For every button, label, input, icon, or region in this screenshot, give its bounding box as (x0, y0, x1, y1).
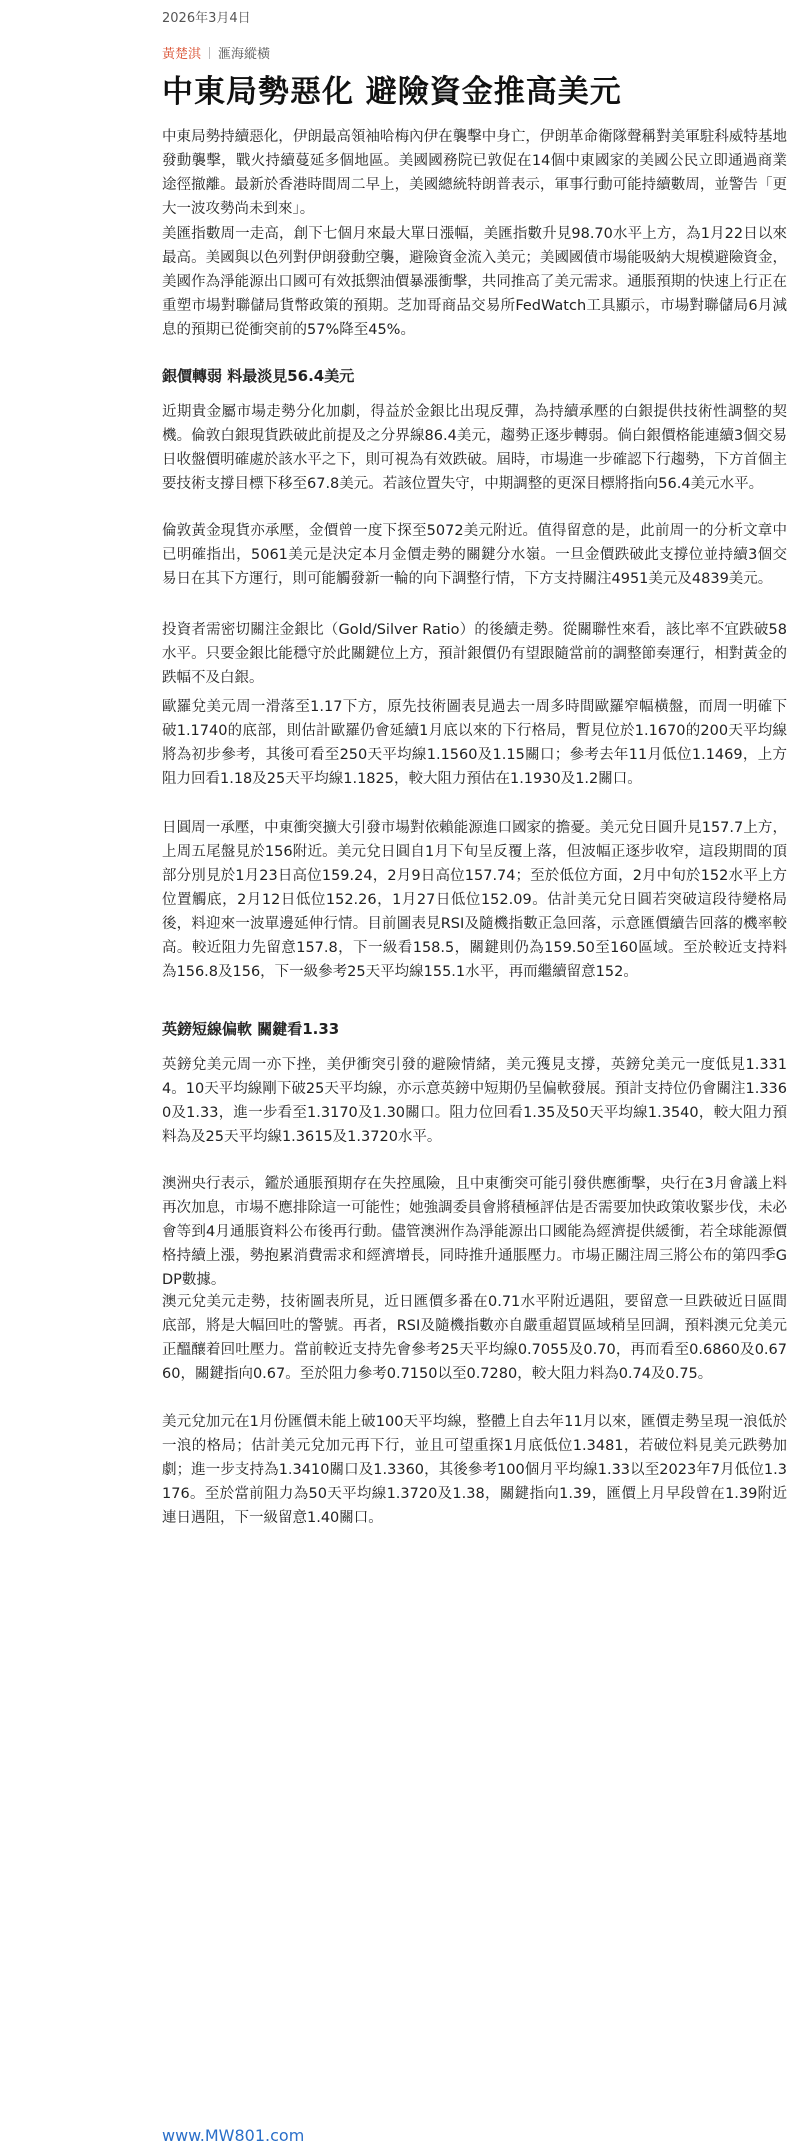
site-link[interactable]: www.MW801.com (162, 2126, 305, 2145)
paragraph: 日圓周一承壓，中東衝突擴大引發市場對依賴能源進口國家的擔憂。美元兌日圓升見157.7上方，上周五尾盤見於156附近。美元兌日圓自1月下旬呈反覆上落，但波幅正逐步收窄，這段期間的頂部分別見於1月23日高位159.24，2月9日高位157.74；至於低位方面，2月中旬於152水平上方位置觸底，2月12日低位152.26，1月27日低位152.09。估計美元兌日圓若突破這段待變格局後，料迎來一波單邊延伸行情。目前圖表見RSI及隨機指數正急回落，示意匯價續告回落的機率較高。較近阻力先留意157.8，下一級看158.5，關鍵則仍為159.50至160區域。至於較近支持料為156.8及156，下一級參考25天平均線155.1水平，再而繼續留意152。 (162, 820, 787, 980)
byline-divider (209, 47, 210, 59)
article-headline: 中東局勢惡化 避險資金推高美元 (162, 74, 622, 110)
paragraph: 澳元兌美元走勢，技術圖表所見，近日匯價多番在0.71水平附近遇阻，要留意一旦跌破近日區間底部，將是大幅回吐的警號。再者，RSI及隨機指數亦自嚴重超買區域稍呈回調，預料澳元兌美元正醞釀着回吐壓力。當前較近支持先會參考25天平均線0.7055及0.70，再而看至0.6860及0.6760，關鍵指向0.67。至於阻力參考0.7150以至0.7280，較大阻力料為0.74及0.75。 (162, 1294, 787, 1382)
paragraph: 中東局勢持續惡化，伊朗最高領袖哈梅內伊在襲擊中身亡，伊朗革命衛隊聲稱對美軍駐科威特基地發動襲擊，戰火持續蔓延多個地區。美國國務院已敦促在14個中東國家的美國公民立即通過商業途徑撤離。最新於香港時間周二早上，美國總統特朗普表示，軍事行動可能持續數周，並警告「更大一波攻勢尚未到來」。 (162, 129, 787, 217)
paragraph: 近期貴金屬市場走勢分化加劇，得益於金銀比出現反彈，為持續承壓的白銀提供技術性調整的契機。倫敦白銀現貨跌破此前提及之分界線86.4美元，趨勢正逐步轉弱。倘白銀價格能連續3個交易日收盤價明確處於該水平之下，則可視為有效跌破。屆時，市場進一步確認下行趨勢，下方首個主要技術支撐目標下移至67.8美元。若該位置失守，中期調整的更深目標將指向56.4美元水平。 (162, 404, 787, 492)
paragraph: 倫敦黃金現貨亦承壓，金價曾一度下探至5072美元附近。值得留意的是，此前周一的分析文章中已明確指出，5061美元是決定本月金價走勢的關鍵分水嶺。一旦金價跌破此支撐位並持續3個交易日在其下方運行，則可能觸發新一輪的向下調整行情，下方支持關注4951美元及4839美元。 (162, 523, 787, 587)
publish-date: 2026年3月4日 (162, 11, 251, 26)
paragraph: 美匯指數周一走高，創下七個月來最大單日漲幅，美匯指數升見98.70水平上方，為1月22日以來最高。美國與以色列對伊朗發動空襲，避險資金流入美元；美國國債市場能吸納大規模避險資金，美國作為淨能源出口國可有效抵禦油價暴漲衝擊，共同推高了美元需求。通脹預期的快速上行正在重塑市場對聯儲局貨幣政策的預期。芝加哥商品交易所FedWatch工具顯示，市場對聯儲局6月減息的預期已從衝突前的57%降至45%。 (162, 226, 787, 338)
paragraph: 英鎊兌美元周一亦下挫，美伊衝突引發的避險情緒，美元獲見支撐，英鎊兌美元一度低見1.3314。10天平均線剛下破25天平均線，亦示意英鎊中短期仍呈偏軟發展。預計支持位仍會關注1.3360及1.33，進一步看至1.3170及1.30關口。阻力位回看1.35及50天平均線1.3540，較大阻力預料為及25天平均線1.3615及1.3720水平。 (162, 1057, 787, 1145)
byline (162, 43, 270, 62)
paragraph: 澳洲央行表示，鑑於通脹預期存在失控風險，且中東衝突可能引發供應衝擊，央行在3月會議上料再次加息，市場不應排除這一可能性；她強調委員會將積極評估是否需要加快政策收緊步伐，未必會等到4月通脹資料公布後再行動。儘管澳洲作為淨能源出口國能為經濟提供緩衝，若全球能源價格持續上漲，勢抱累消費需求和經濟增長，同時推升通脹壓力。市場正關注周三將公布的第四季GDP數據。 (162, 1176, 787, 1288)
section-subheading: 英鎊短線偏軟 關鍵看1.33 (162, 1020, 340, 1038)
paragraph: 投資者需密切關注金銀比（Gold/Silver Ratio）的後續走勢。從關聯性來看，該比率不宜跌破58水平。只要金銀比能穩守於此關鍵位上方，預計銀價仍有望跟隨當前的調整節奏運行，相對黃金的跌幅不及白銀。 (162, 622, 787, 686)
paragraph: 美元兌加元在1月份匯價未能上破100天平均線，整體上自去年11月以來，匯價走勢呈現一浪低於一浪的格局；估計美元兌加元再下行，並且可望重探1月底低位1.3481，若破位料見美元跌勢加劇；進一步支持為1.3410關口及1.3360，其後參考100個月平均線1.33以至2023年7月低位1.3176。至於當前阻力為50天平均線1.3720及1.38，關鍵指向1.39，匯價上月早段曾在1.39附近連日遇阻，下一級留意1.40關口。 (162, 1414, 787, 1526)
paragraph: 歐羅兌美元周一滑落至1.17下方，原先技術圖表見過去一周多時間歐羅窄幅橫盤，而周一明確下破1.1740的底部，則估計歐羅仍會延續1月底以來的下行格局，暫見位於1.1670的200天平均線將為初步參考，其後可看至250天平均線1.1560及1.15關口；參考去年11月低位1.1469，上方阻力回看1.18及25天平均線1.1825，較大阻力預估在1.1930及1.2關口。 (162, 699, 787, 787)
author-link[interactable]: 黃楚淇 (162, 47, 202, 62)
column-name[interactable]: 滙海縱橫 (218, 47, 271, 62)
section-subheading: 銀價轉弱 料最淡見56.4美元 (162, 367, 355, 385)
